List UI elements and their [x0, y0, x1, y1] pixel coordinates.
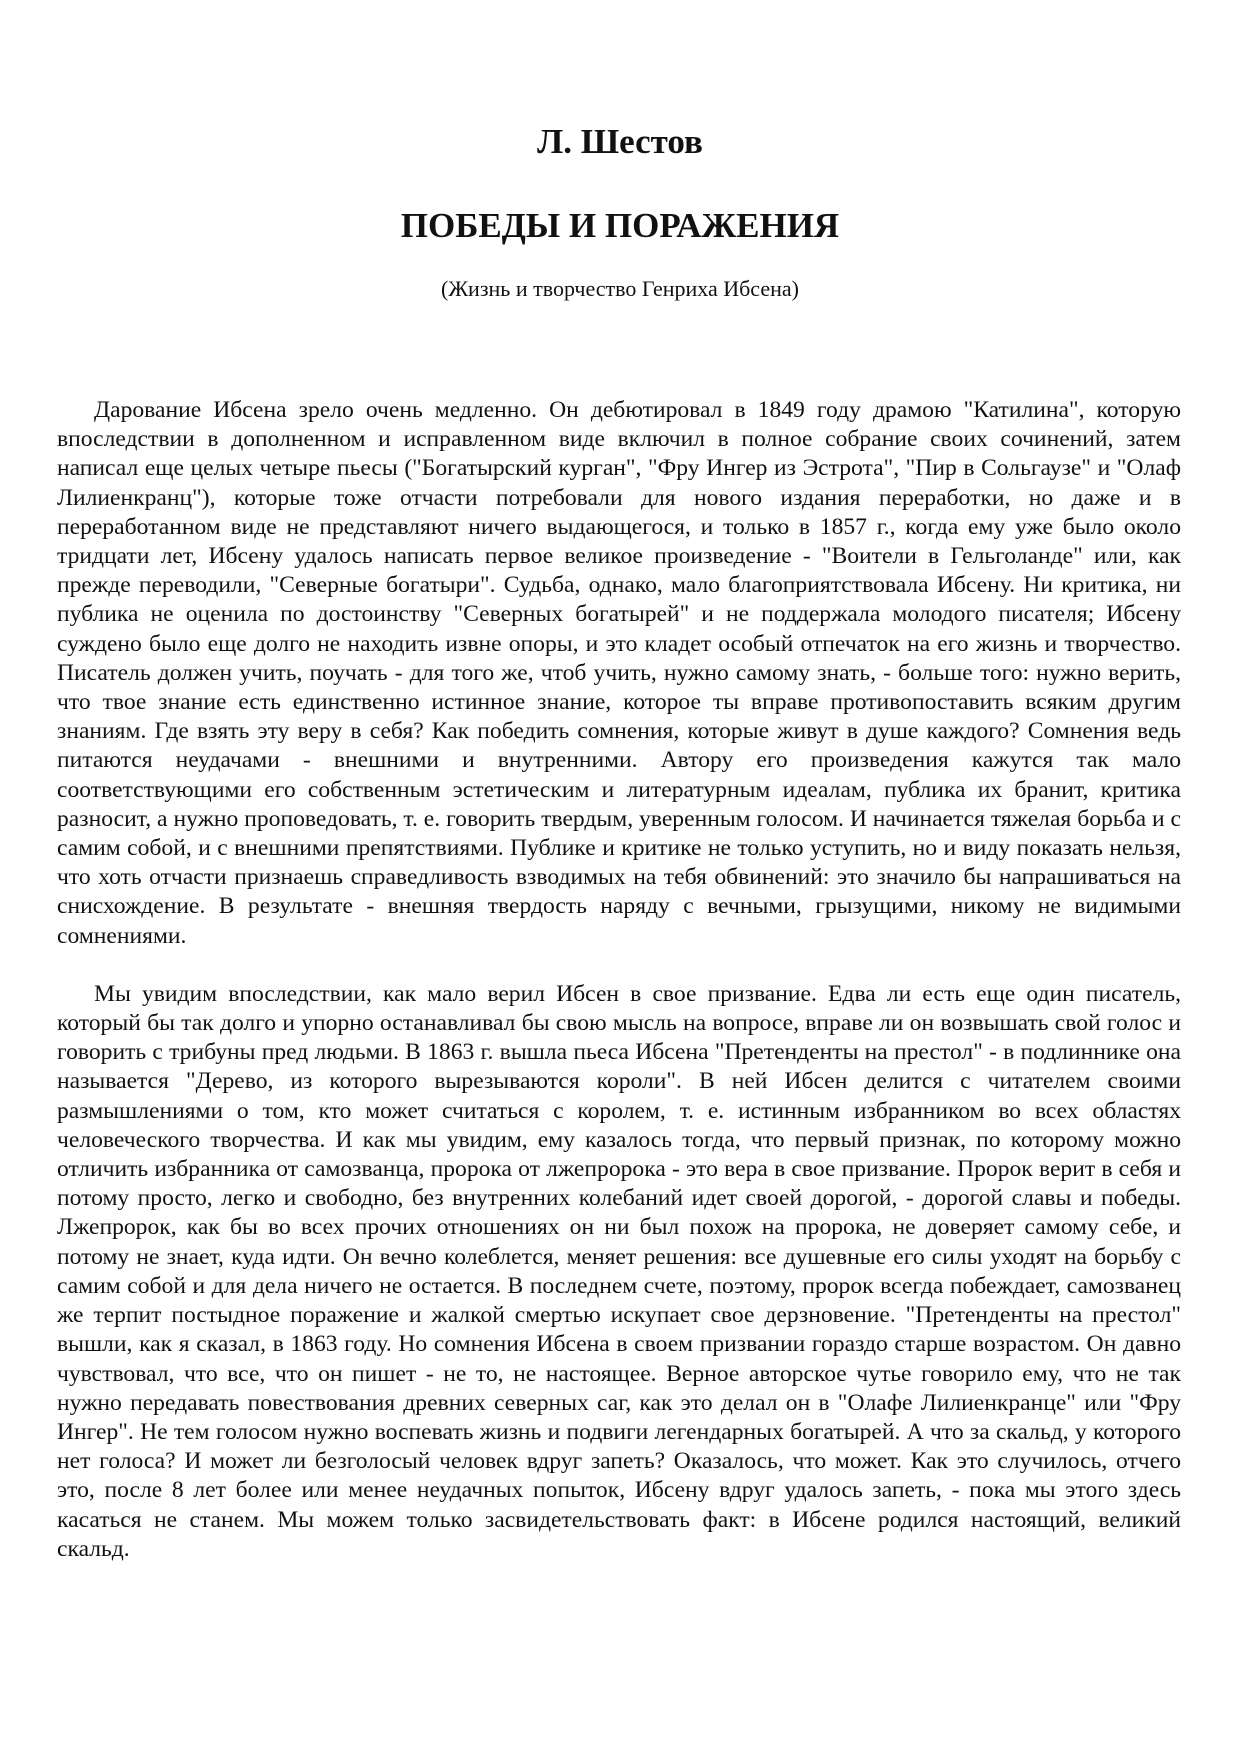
- document-title: ПОБЕДЫ И ПОРАЖЕНИЯ: [400, 206, 840, 245]
- body-text: [57, 396, 1181, 1564]
- paragraph-2: Мы увидим впоследствии, как мало верил Ибсен в свое призвание. Едва ли есть еще один писатель, который бы так долго и упорно останавливал бы свою мысль на вопросе, вправе ли он возвышать свой голос и говорить с трибуны пред людьми. В 1863 г. вышла пьеса Ибсена "Претенденты на престол" - в подлиннике она называется "Дерево, из которого вырезываются короли". В ней Ибсен делится с читателем своими размышлениями о том, кто может считаться с королем, т. е. истинным избранником во всех областях человеческого творчества. И как мы увидим, ему казалось тогда, что первый признак, по которому можно отличить избранника от самозванца, пророка от лжепророка - это вера в свое призвание. Пророк верит в себя и потому просто, легко и свободно, без внутренних колебаний идет своей дорогой, - дорогой славы и победы. Лжепророк, как бы во всех прочих отношениях он ни был похож на пророка, не доверяет самому себе, и потому не знает, куда идти. Он вечно колеблется, меняет решения: все душевные его силы уходят на борьбу с самим собой и для дела ничего не остается. В последнем счете, поэтому, пророк всегда побеждает, самозванец же терпит постыдное поражение и жалкой смертью искупает свое дерзновение. "Претенденты на престол" вышли, как я сказал, в 1863 году. Но сомнения Ибсена в своем призвании гораздо старше возрастом. Он давно чувствовал, что все, что он пишет - не то, не настоящее. Верное авторское чутье говорило ему, что не так нужно передавать повествования древних северных саг, как это делал он в "Олафе Лилиенкранце" или "Фру Ингер". Не тем голосом нужно воспевать жизнь и подвиги легендарных богатырей. А что за скальд, у которого нет голоса? И может ли безголосый человек вдруг запеть? Оказалось, что может. Как это случилось, отчего это, после 8 лет более или менее неудачных попыток, Ибсену вдруг удалось запеть, - пока мы этого здесь касаться не станем. Мы можем только засвидетельствовать факт: в Ибсене родился настоящий, великий скальд.: [57, 980, 1181, 1562]
- paragraph-1: Дарование Ибсена зрело очень медленно. Он дебютировал в 1849 году драмою "Катилина", которую впоследствии в дополненном и исправленном виде включил в полное собрание своих сочинений, затем написал еще целых четыре пьесы ("Богатырский курган", "Фру Ингер из Эстрота", "Пир в Сольгаузе" и "Олаф Лилиенкранц"), которые тоже отчасти потребовали для нового издания переработки, но даже и в переработанном виде не представляют ничего выдающегося, и только в 1857 г., когда ему уже было около тридцати лет, Ибсену удалось написать первое великое произведение - "Воители в Гельголанде" или, как прежде переводили, "Северные богатыри". Судьба, однако, мало благоприятствовала Ибсену. Ни критика, ни публика не оценила по достоинству "Северных богатырей" и не поддержала молодого писателя; Ибсену суждено было еще долго не находить извне опоры, и это кладет особый отпечаток на его жизнь и творчество. Писатель должен учить, поучать - для того же, чтоб учить, нужно самому знать, - больше того: нужно верить, что твое знание есть единственно истинное знание, которое ты вправе противопоставить всяким другим знаниям. Где взять эту веру в себя? Как победить сомнения, которые живут в душе каждого? Сомнения ведь питаются неудачами - внешними и внутренними. Автору его произведения кажутся так мало соответствующими его собственным эстетическим и литературным идеалам, публика их бранит, критика разносит, а нужно проповедовать, т. е. говорить твердым, уверенным голосом. И начинается тяжелая борьба и с самим собой, и с внешними препятствиями. Публике и критике не только уступить, но и виду показать нельзя, что хоть отчасти признаешь справедливость взводимых на тебя обвинений: это значило бы напрашиваться на снисхождение. В результате - внешняя твердость наряду с вечными, грызущими, никому не видимыми сомнениями.: [57, 397, 1181, 949]
- document-subtitle: (Жизнь и творчество Генриха Ибсена): [441, 276, 799, 301]
- author-name: Л. Шестов: [537, 122, 703, 161]
